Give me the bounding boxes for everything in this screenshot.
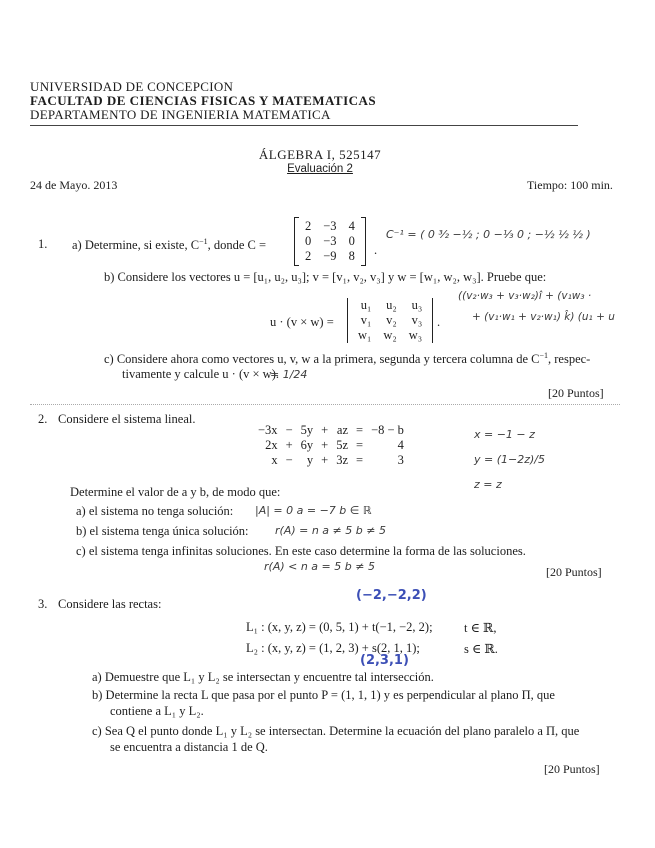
- q2-number: 2.: [38, 412, 48, 426]
- department-name: DEPARTAMENTO DE INGENIERIA MATEMATICA: [30, 107, 331, 122]
- exam-time: Tiempo: 100 min.: [527, 178, 613, 192]
- determinant: u₁ u₂ u₃ v₁ v₂ v₃ w₁ w₂ w₃: [347, 298, 433, 343]
- q1-c-statement-line1: c) Considere ahora como vectores u, v, w a la primera, segunda y tercera columna de $C^{-1}$, respec-: [104, 351, 591, 367]
- q2-a-handwritten-answer: |A| = 0 a = −7 b ∈ ℝ: [255, 504, 372, 517]
- q3-points: [20 Puntos]: [544, 762, 600, 776]
- q2-a-statement: a) el sistema no tenga solución:: [76, 504, 234, 518]
- faculty-name: FACULTAD DE CIENCIAS FISICAS Y MATEMATICAS: [30, 93, 377, 108]
- q2-b-handwritten-answer: r(A) = n a ≠ 5 b ≠ 5: [275, 524, 386, 537]
- line-l1-domain: t ∈ ℝ,: [464, 621, 497, 635]
- q2-c-statement: c) el sistema tenga infinitas soluciones. En este caso determine la forma de las soluciones.: [76, 544, 526, 558]
- q1-number: 1.: [38, 237, 48, 251]
- q1-c-handwritten-answer: = 1/24: [270, 368, 308, 381]
- matrix-c: 2 −3 4 0 −3 0 2 −9 8: [294, 217, 366, 266]
- q2-handwritten-x: x = −1 − z: [474, 428, 535, 441]
- q2-handwritten-z: z = z: [474, 478, 502, 491]
- q1-b-lhs: u · (v × w) =: [270, 315, 334, 329]
- q2-b-statement: b) el sistema tenga única solución:: [76, 524, 249, 538]
- q3-handwritten-point: (2,3,1): [360, 653, 409, 668]
- q2-statement: Considere el sistema lineal.: [58, 412, 196, 426]
- line-l2-domain: s ∈ ℝ.: [464, 642, 498, 656]
- q2-points: [20 Puntos]: [546, 565, 602, 579]
- q1-a-handwritten-answer: C⁻¹ = ( 0 ³⁄₂ −½ ; 0 −⅓ 0 ; −½ ½ ½ ): [386, 228, 591, 241]
- q1-a-statement: a) Determine, si existe, $C^{-1}$, donde C =: [72, 237, 267, 253]
- q3-handwritten-direction: (−2,−2,2): [356, 588, 427, 603]
- q3-a-statement: a) Demuestre que L₁ y L₂ se intersectan y encuentre tal intersección.: [92, 670, 434, 684]
- q2-c-handwritten-answer: r(A) < n a = 5 b ≠ 5: [264, 560, 375, 573]
- exam-title: ÁLGEBRA I, 525147: [258, 147, 382, 162]
- header-divider: [30, 125, 578, 126]
- q2-handwritten-y: y = (1−2z)/5: [474, 453, 545, 466]
- q3-c-statement-line2: se encuentra a distancia 1 de Q.: [110, 740, 268, 754]
- exam-subtitle: Evaluación 2: [287, 163, 353, 175]
- q3-b-statement-line1: b) Determine la recta L que pasa por el punto P = (1, 1, 1) y es perpendicular al plano Π, que: [92, 688, 555, 702]
- q1-b-handwritten-note-1: ((v₂·w₃ + v₃·w₂)î + (v₁w₃ ·: [458, 290, 592, 302]
- q3-c-statement-line1: c) Sea Q el punto donde L₁ y L₂ se intersectan. Determine la ecuación del plano paralelo a Π, que: [92, 724, 580, 738]
- q2-intro: Determine el valor de a y b, de modo que:: [70, 485, 281, 499]
- line-l2: L₂ : (x, y, z) = (1, 2, 3) + s(2, 1, 1);: [246, 641, 420, 655]
- q1-b-statement: b) Considere los vectores u = [u₁, u₂, u₃]; v = [v₁, v₂, v₃] y w = [w₁, w₂, w₃]. Pruebe que:: [104, 270, 547, 284]
- q3-b-statement-line2: contiene a L₁ y L₂.: [110, 704, 204, 718]
- q1-divider: [30, 404, 620, 405]
- university-name: UNIVERSIDAD DE CONCEPCION: [30, 79, 234, 94]
- q3-number: 3.: [38, 597, 48, 611]
- q1-b-handwritten-note-2: + (v₁·w₁ + v₂·w₁) k̂) (u₁ + u: [472, 311, 615, 323]
- line-l1: L₁ : (x, y, z) = (0, 5, 1) + t(−1, −2, 2);: [246, 620, 433, 634]
- exam-date: 24 de Mayo. 2013: [30, 178, 118, 192]
- q3-statement: Considere las rectas:: [58, 597, 162, 611]
- q1-points: [20 Puntos]: [548, 386, 604, 400]
- linear-system: −3x − 5y + az = −8 − b 2x + 6y + 5z = 4 x − y + 3z = 3: [258, 423, 404, 467]
- q1-c-statement-line2: tivamente y calcule u · (v × w).: [122, 367, 279, 381]
